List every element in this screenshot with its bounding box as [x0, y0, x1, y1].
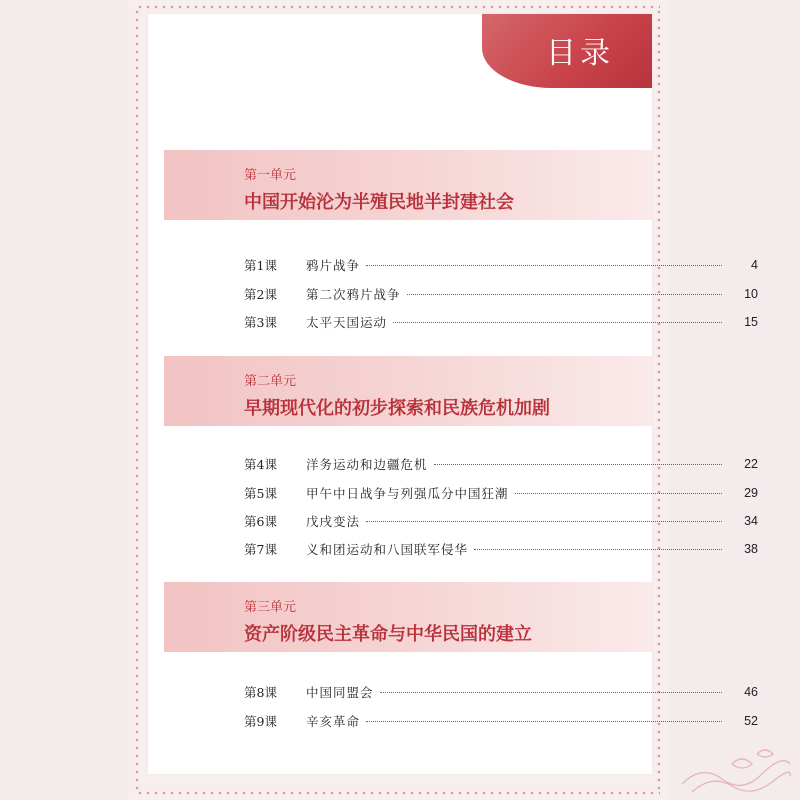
lesson-page: 15	[744, 315, 758, 329]
dot-leader	[407, 294, 722, 295]
lesson-number: 第4课	[244, 457, 277, 472]
dotted-border-bottom	[136, 788, 660, 798]
dot-leader	[474, 549, 722, 550]
lesson-page: 10	[744, 287, 758, 301]
lesson-page: 4	[751, 258, 758, 272]
toc-entry[interactable]	[244, 284, 758, 304]
lesson-title: 中国同盟会	[306, 685, 374, 700]
dot-leader	[366, 721, 722, 722]
unit-1-title: 中国开始沦为半殖民地半封建社会	[244, 192, 514, 213]
lesson-title: 戊戌变法	[306, 514, 361, 529]
lesson-page: 52	[744, 714, 758, 728]
dot-leader	[366, 265, 722, 266]
lesson-number: 第8课	[244, 685, 277, 700]
lesson-number: 第7课	[244, 542, 277, 557]
toc-entry[interactable]	[244, 682, 758, 702]
lesson-number: 第3课	[244, 315, 277, 330]
cloud-wave-decoration	[672, 724, 792, 794]
unit-2-label: 第二单元	[244, 374, 297, 389]
dotted-border-left	[132, 8, 142, 792]
toc-entry[interactable]	[244, 539, 758, 559]
lesson-title: 洋务运动和边疆危机	[306, 457, 428, 472]
unit-3-title: 资产阶级民主革命与中华民国的建立	[244, 624, 532, 645]
lesson-title: 太平天国运动	[306, 315, 388, 330]
unit-2-title: 早期现代化的初步探索和民族危机加剧	[244, 398, 550, 419]
dotted-border-right	[654, 8, 664, 792]
dot-leader	[515, 493, 722, 494]
lesson-number: 第2课	[244, 287, 277, 302]
toc-page	[148, 14, 758, 774]
lesson-title: 辛亥革命	[306, 714, 361, 729]
page-title: 目录	[546, 36, 614, 71]
toc-entry[interactable]	[244, 454, 758, 474]
dotted-border-top	[136, 2, 660, 12]
lesson-page: 34	[744, 514, 758, 528]
dot-leader	[393, 322, 722, 323]
lesson-number: 第6课	[244, 514, 277, 529]
lesson-title: 义和团运动和八国联军侵华	[306, 542, 469, 557]
title-tab	[482, 14, 652, 88]
lesson-title: 第二次鸦片战争	[306, 287, 401, 302]
unit-3-label: 第三单元	[244, 600, 297, 615]
lesson-page: 29	[744, 486, 758, 500]
toc-entry[interactable]	[244, 312, 758, 332]
toc-entry[interactable]	[244, 255, 758, 275]
lesson-title: 甲午中日战争与列强瓜分中国狂潮	[306, 486, 509, 501]
toc-entry[interactable]	[244, 511, 758, 531]
lesson-page: 46	[744, 685, 758, 699]
lesson-number: 第1课	[244, 258, 277, 273]
lesson-number: 第9课	[244, 714, 277, 729]
toc-entry[interactable]	[244, 483, 758, 503]
lesson-title: 鸦片战争	[306, 258, 361, 273]
lesson-page: 38	[744, 542, 758, 556]
unit-1-label: 第一单元	[244, 168, 297, 183]
dot-leader	[434, 464, 722, 465]
lesson-page: 22	[744, 457, 758, 471]
lesson-number: 第5课	[244, 486, 277, 501]
dot-leader	[380, 692, 722, 693]
dot-leader	[366, 521, 722, 522]
